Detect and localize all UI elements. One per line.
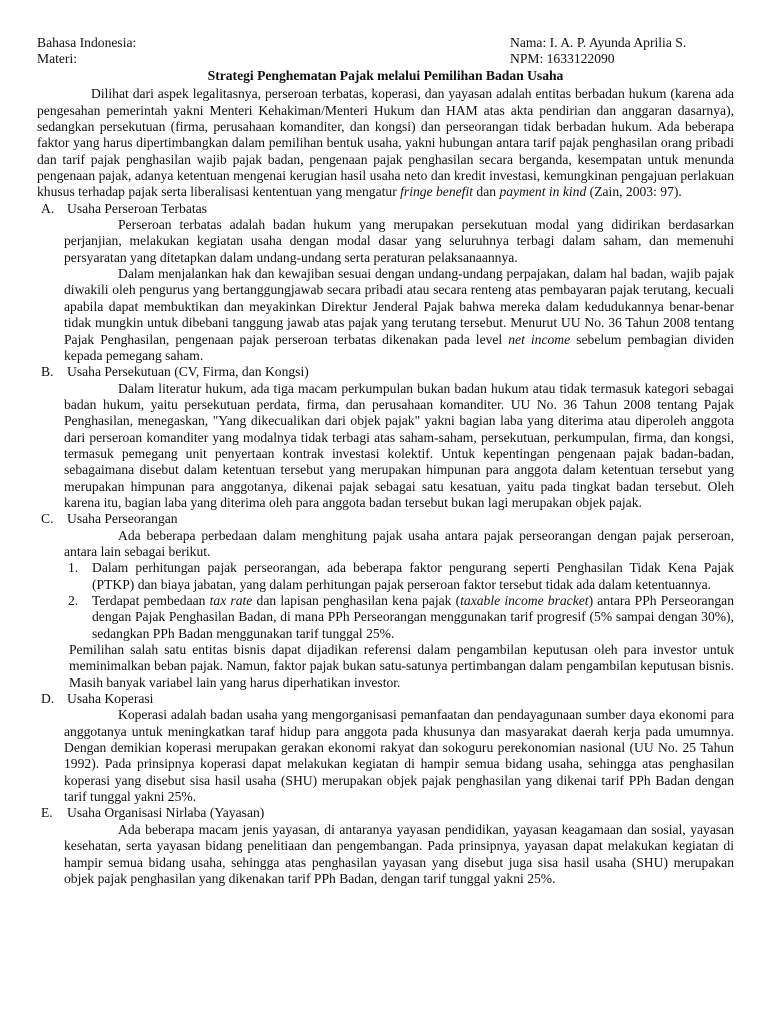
materi-label: Materi: (37, 51, 78, 67)
section-b-paragraph-1: Dalam literatur hukum, ada tiga macam perkumpulan bukan badan hukum atau tidak termasuk kategori sebagai badan hukum, yaitu persekutuan perdata, firma, dan perusahaan komanditer. UU No. 36 Tahun 2008 tentang Pajak Penghasilan, menegaskan, "Yang dikecualikan dari objek pajak" yakni bagian laba yang diterima atau diperoleh anggota dari perseroan komanditer yang modalnya tidak terbagi atas saham-saham, persekutuan, perkumpulan, firma, dan kongsi, termasuk pemegang unit penyertaan kontrak investasi kolektif. Untuk kepentingan pengenaan pajak badan-badan, sebagaimana disebut dalam ketentuan tersebut yang merupakan himpunan para anggota dalam ketentuan tersebut yang merupakan himpunan para anggotanya, dikenai pajak sebagai satu kesatuan, yaitu pada tingkat badan tersebut. Oleh karena itu, bagian laba yang diterima oleh para anggota badan tersebut bukan lagi merupakan objek pajak. (64, 380, 734, 510)
section-e-heading: E. Usaha Organisasi Nirlaba (Yayasan) (41, 805, 265, 821)
section-c-heading: C. Usaha Perseorangan (41, 511, 178, 527)
list-item: 1. Dalam perhitungan pajak perseorangan, ada beberapa faktor pengurang seperti Penghasilan Tidak Kena Pajak (PTKP) dan biaya jabatan, yang dalam perhitungan pajak perseroan faktor tersebut tidak ada dalam ketentuannya. (68, 560, 734, 592)
intro-paragraph: Dilihat dari aspek legalitasnya, perseroan terbatas, koperasi, dan yayasan adalah entitas berbadan hukum (karena ada pengesahan pemerintah yakni Menteri Kehakiman/Menteri Hukum dan HAM atas akta pendirian dan anggaran dasarnya), sedangkan persekutuan (firma, perusahaan komanditer, dan kongsi) dan perseorangan tidak berbadan hukum. Ada beberapa faktor yang harus dipertimbangkan dalam pemilihan bentuk usaha, yakni hubungan antara tarif pajak penghasilan orang pribadi dan tarif pajak penghasilan wajib pajak badan, pengenaan pajak penghasilan secara berganda, kesempatan untuk menunda pengenaan pajak, adanya ketentuan mengenai kerugian hasil usaha neto dan kredit investasi, kemungkinan pengajuan perlakuan khusus terhadap pajak serta liberalisasi kententuan yang mengatur fringe benefit dan payment in kind (Zain, 2003: 97). (37, 86, 734, 200)
document-title: Strategi Penghematan Pajak melalui Pemilihan Badan Usaha (207, 68, 564, 83)
section-e-paragraph-1: Ada beberapa macam jenis yayasan, di antaranya yayasan pendidikan, yayasan keagamaan dan sosial, yayasan kesehatan, serta yayasan bidang penelitiaan dan pengembangan. Pada prinsipnya, yayasan dapat melakukan kegiatan di hampir semua bidang usaha, sehingga atas penghasilan yayasan yang disebut juga sisa hasil usaha (SHU) merupakan objek pajak penghasilan yang dikenakan tarif PPh Badan, dengan tarif tunggal yakni 25%. (64, 821, 734, 886)
section-a-paragraph-2: Dalam menjalankan hak dan kewajiban sesuai dengan undang-undang perpajakan, dalam hal badan, wajib pajak diwakili oleh pengurus yang bertanggungjawab secara pribadi atau secara renteng atas pembayaran pajak terutang, kecuali apabila dapat membuktikan dan meyakinkan Direktur Jenderal Pajak bahwa mereka dalam kedudukannya benar-benar tidak mungkin untuk dibebani tanggung jawab atas pajak yang terutang tersebut. Menurut UU No. 36 Tahun 2008 tentang Pajak Penghasilan, pengenaan pajak perseroan terbatas dikenakan pada level net income sebelum pembagian dividen kepada pemegang saham. (64, 266, 734, 363)
section-a-paragraph-1: Perseroan terbatas adalah badan hukum yang merupakan persekutuan modal yang didirikan berdasarkan perjanjian, melakukan kegiatan usaha dengan modal dasar yang seluruhnya terbagi dalam saham, dan memenuhi persyaratan yang ditetapkan dalam undang-undang serta peraturan pelaksanaannya. (64, 217, 734, 265)
section-c-list (37, 560, 734, 642)
section-c-paragraph-1: Ada beberapa perbedaan dalam menghitung pajak usaha antara pajak perseorangan dengan pajak perseroan, antara lain sebagai berikut. (64, 527, 734, 559)
section-b-heading: B. Usaha Persekutuan (CV, Firma, dan Kongsi) (41, 364, 309, 380)
section-d-body (37, 707, 734, 805)
section-a-heading: A. Usaha Perseroan Terbatas (41, 200, 207, 216)
student-npm: NPM: 1633122090 (510, 51, 615, 67)
section-b-body (37, 381, 734, 512)
document-header (37, 35, 734, 68)
section-a-body (37, 217, 734, 364)
section-e-body (37, 822, 734, 887)
section-c-body (37, 528, 734, 561)
section-d-paragraph-1: Koperasi adalah badan usaha yang mengorganisasi pemanfaatan dan pendayagunaan sumber daya ekonomi para anggotanya untuk meningkatkan taraf hidup para anggota pada khusunya dan masyarakat daerah kerja pada umumnya. Dengan demikian koperasi merupakan gerakan ekonomi rakyat dan sokoguru perekonomian nasional (UU No. 25 Tahun 1992). Pada prinsipnya koperasi dapat melakukan kegiatan di hampir semua bidang usaha, sehingga atas penghasilan koperasi yang disebut sisa hasil usaha (SHU) merupakan objek pajak penghasilan yang dikenai tarif PPh Badan dengan tarif tunggal yakni 25%. (64, 707, 734, 805)
section-d-heading: D. Usaha Koperasi (41, 691, 154, 707)
subject-label: Bahasa Indonesia: (37, 35, 137, 50)
section-c-closing: Pemilihan salah satu entitas bisnis dapat dijadikan referensi dalam pengambilan keputusan oleh para investor untuk meminimalkan beban pajak. Namun, faktor pajak bukan satu-satunya pertimbangan dalam pengambilan keputusan bisnis. Masih banyak variabel lain yang harus diperhatikan investor. (69, 642, 734, 690)
student-name: Nama: I. A. P. Ayunda Aprilia S. (510, 35, 687, 50)
list-item: 2. Terdapat pembedaan tax rate dan lapisan penghasilan kena pajak (taxable income bracket) antara PPh Perseorangan dengan Pajak Penghasilan Badan, di mana PPh Perseorangan menggunakan tarif progresif (5% sampai dengan 30%), sedangkan PPh Badan menggunakan tarif tunggal 25%. (68, 593, 734, 641)
